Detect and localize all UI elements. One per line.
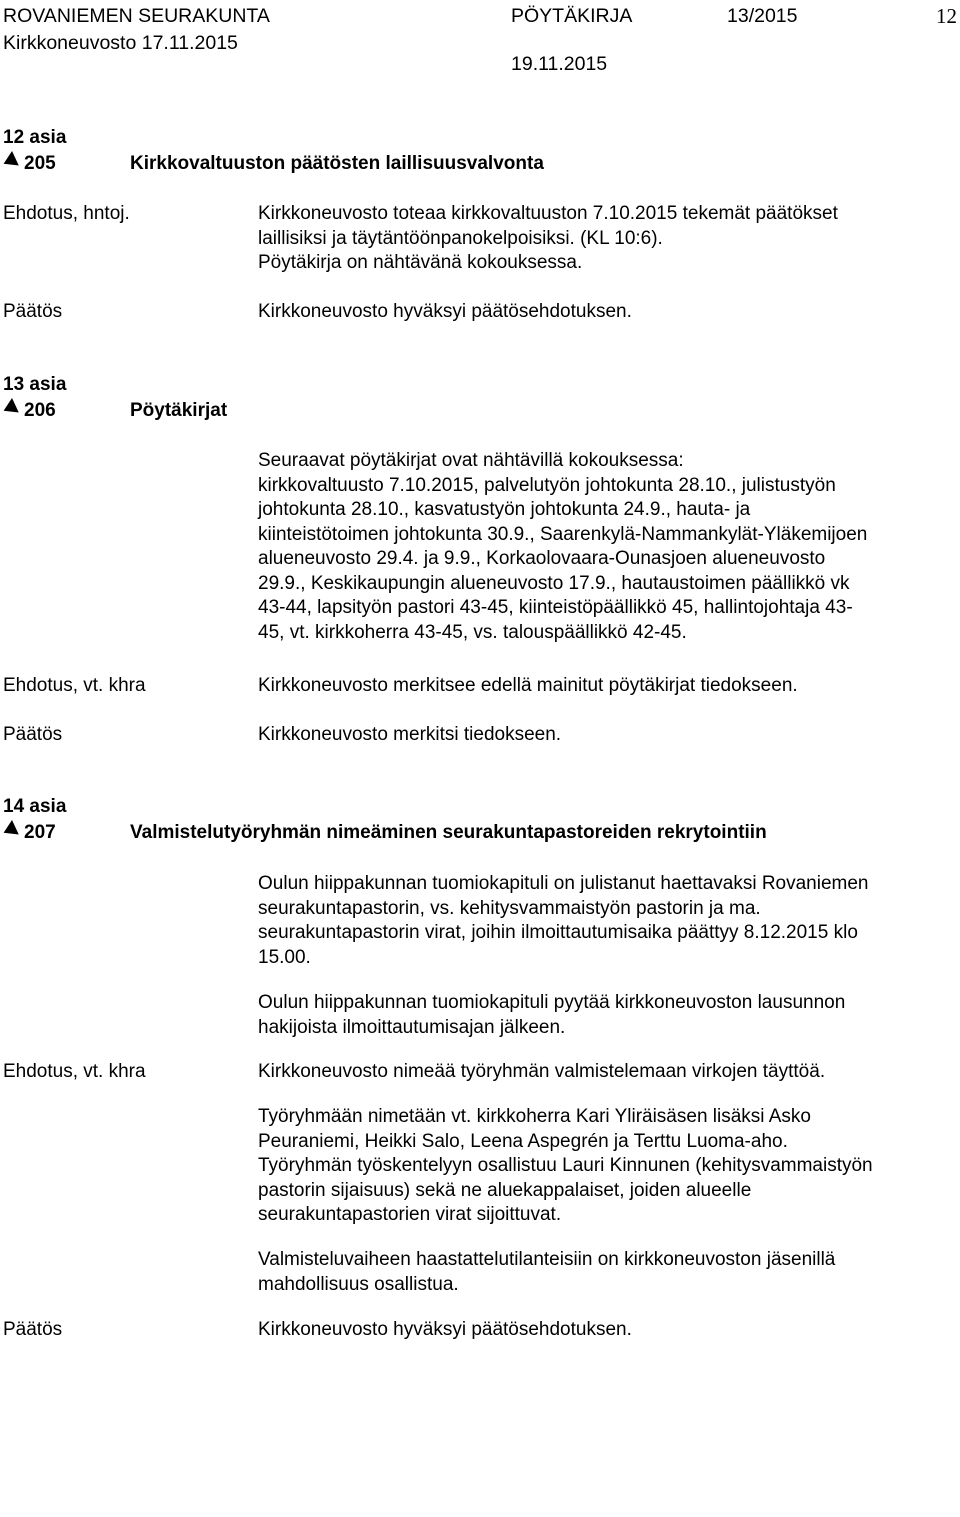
item-title: Valmistelutyöryhmän nimeäminen seurakuntapastoreiden rekrytointiin xyxy=(130,822,767,843)
decision-text: Kirkkoneuvosto hyväksyi päätösehdotuksen. xyxy=(258,301,632,322)
arrow-icon xyxy=(0,820,19,840)
proposal-text: Kirkkoneuvosto nimeää työryhmän valmistelemaan virkojen täyttöä. xyxy=(258,1061,826,1082)
meeting-date: 19.11.2015 xyxy=(511,53,608,75)
org-name: ROVANIEMEN SEURAKUNTA xyxy=(3,5,270,27)
decision-label: Päätös xyxy=(3,724,63,745)
body-date: Kirkkoneuvosto 17.11.2015 xyxy=(3,32,238,54)
decision-label: Päätös xyxy=(3,301,63,322)
item-number: 205 xyxy=(24,153,56,174)
interview-text: Valmisteluvaiheen haastattelutilanteisiin on kirkkoneuvoston jäsenillä mahdollisuus osallistua. xyxy=(258,1249,836,1295)
page-number: 12 xyxy=(936,4,957,28)
proposal-label: Ehdotus, hntoj. xyxy=(3,203,130,224)
item-asia: 12 asia xyxy=(3,127,67,148)
minutes-list: Seuraavat pöytäkirjat ovat nähtävillä kokouksessa: kirkkovaltuusto 7.10.2015, palvelutyön johtokunta 28.10., julistustyön johtokunta 28.10., kasvatustyön johtokunta 24.9., hauta- ja kiinteistötoimen johtokunta 30.9., Saarenkylä-Nammankylät-Yläkemijoen alueneuvosto 29.4. ja 9.9., Korkaolovaara-Ounasjoen alueneuvosto 29.9., Keskikaupungin alueneuvosto 17.9., hautaustoimen päällikkö vk 43-44, lapsityön pastori 43-45, kiinteistöpäällikkö 45, hallintojohtaja 43- 45, vt. kirkkoherra 43-45, vs. talouspäällikkö 42-45. xyxy=(258,450,868,643)
arrow-icon xyxy=(0,398,19,418)
item-number: 206 xyxy=(24,400,56,421)
doc-number: 13/2015 xyxy=(727,5,798,27)
proposal-text: Kirkkoneuvosto merkitsee edellä mainitut pöytäkirjat tiedokseen. xyxy=(258,675,798,696)
item-asia: 13 asia xyxy=(3,374,67,395)
item-number: 207 xyxy=(24,822,56,843)
decision-text: Kirkkoneuvosto merkitsi tiedokseen. xyxy=(258,724,562,745)
doc-type: PÖYTÄKIRJA xyxy=(511,5,633,27)
item-asia: 14 asia xyxy=(3,796,67,817)
item-title: Pöytäkirjat xyxy=(130,400,228,421)
decision-text: Kirkkoneuvosto hyväksyi päätösehdotuksen. xyxy=(258,1319,632,1340)
statement-request-text: Oulun hiippakunnan tuomiokapituli pyytää kirkkoneuvoston lausunnon hakijoista ilmoittautumisajan jälkeen. xyxy=(258,992,846,1038)
background-text: Oulun hiippakunnan tuomiokapituli on julistanut haettavaksi Rovaniemen seurakuntapastorin, vs. kehitysvammaistyön pastorin ja ma. seurakuntapastorin virat, joihin ilmoittautumisaika päättyy 8.12.2015 klo 15.00. xyxy=(258,873,869,968)
proposal-label: Ehdotus, vt. khra xyxy=(3,1061,146,1082)
working-group-text: Työryhmään nimetään vt. kirkkoherra Kari Yliräisäsen lisäksi Asko Peuraniemi, Heikki Salo, Leena Aspegrén ja Terttu Luoma-aho. Työryhmän työskentelyyn osallistuu Lauri Kinnunen (kehitysvammaistyön pastorin sijaisuus) sekä ne aluekappalaiset, joiden alueelle seurakuntapastorien virat sijoittuvat. xyxy=(258,1106,873,1225)
item-title: Kirkkovaltuuston päätösten laillisuusvalvonta xyxy=(130,153,544,174)
proposal-text: Kirkkoneuvosto toteaa kirkkovaltuuston 7.10.2015 tekemät päätökset laillisiksi ja täytäntöönpanokelpoisiksi. (KL 10:6). Pöytäkirja on nähtävänä kokouksessa. xyxy=(258,203,838,273)
decision-label: Päätös xyxy=(3,1319,63,1340)
proposal-label: Ehdotus, vt. khra xyxy=(3,675,146,696)
arrow-icon xyxy=(0,151,19,171)
